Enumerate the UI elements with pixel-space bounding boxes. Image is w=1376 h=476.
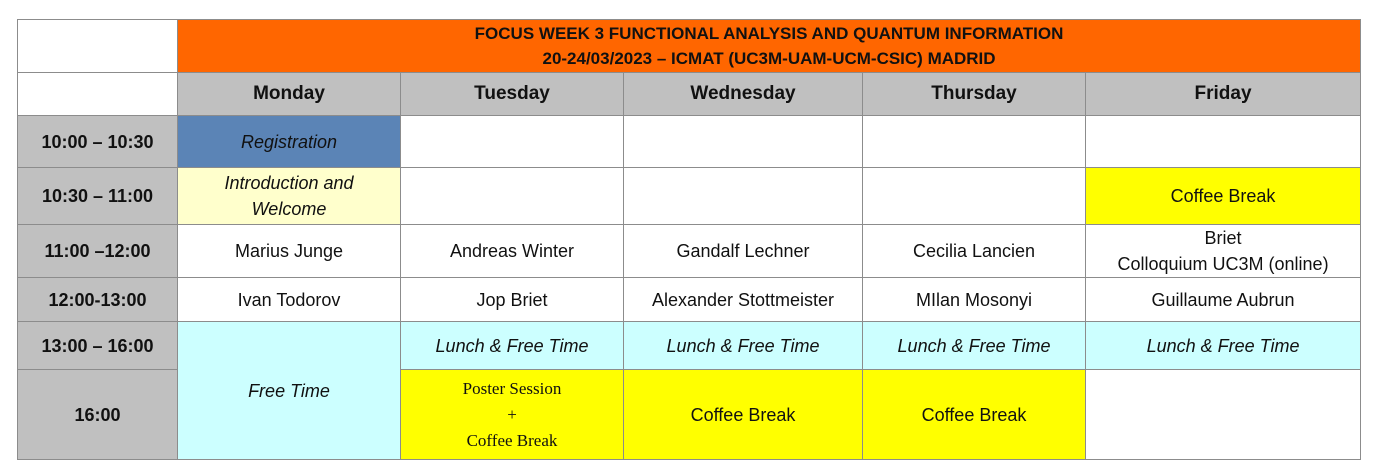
schedule-title: [178, 20, 1361, 73]
colloquium-speaker: Briet: [1204, 228, 1242, 248]
time-slot-1000: 10:00 – 10:30: [18, 116, 178, 168]
registration-cell: Registration: [178, 116, 401, 168]
time-slot-1300: 13:00 – 16:00: [18, 322, 178, 370]
introduction-cell: [178, 168, 401, 225]
talk-cell-monday-1200: Ivan Todorov: [178, 278, 401, 322]
day-header-wednesday: Wednesday: [624, 73, 863, 116]
lunch-cell-wednesday: Lunch & Free Time: [624, 322, 863, 370]
empty-cell: [401, 116, 624, 168]
day-header-friday: Friday: [1086, 73, 1361, 116]
talk-cell-thursday-1100: Cecilia Lancien: [863, 225, 1086, 278]
title-row: [18, 20, 1361, 73]
empty-cell: [401, 168, 624, 225]
time-slot-1030: 10:30 – 11:00: [18, 168, 178, 225]
title-line-1: FOCUS WEEK 3 FUNCTIONAL ANALYSIS AND QUANTUM INFORMATION: [474, 24, 1064, 43]
intro-line-1: Introduction and: [224, 173, 354, 193]
empty-cell: [1086, 116, 1361, 168]
row-1200: [18, 278, 1361, 322]
empty-cell: [863, 168, 1086, 225]
time-slot-1100: 11:00 –12:00: [18, 225, 178, 278]
coffee-break-cell-wednesday: Coffee Break: [624, 370, 863, 460]
title-line-2: 20-24/03/2023 – ICMAT (UC3M-UAM-UCM-CSIC) MADRID: [542, 49, 996, 68]
talk-cell-wednesday-1200: Alexander Stottmeister: [624, 278, 863, 322]
talk-cell-wednesday-1100: Gandalf Lechner: [624, 225, 863, 278]
talk-cell-thursday-1200: MIlan Mosonyi: [863, 278, 1086, 322]
coffee-break-cell-thursday: Coffee Break: [863, 370, 1086, 460]
time-slot-1600: 16:00: [18, 370, 178, 460]
lunch-cell-thursday: Lunch & Free Time: [863, 322, 1086, 370]
empty-cell: [624, 116, 863, 168]
time-slot-1200: 12:00-13:00: [18, 278, 178, 322]
empty-cell: [1086, 370, 1361, 460]
talk-cell-monday-1100: Marius Junge: [178, 225, 401, 278]
talk-cell-friday-1200: Guillaume Aubrun: [1086, 278, 1361, 322]
poster-session-cell: [401, 370, 624, 460]
colloquium-label: Colloquium UC3M (online): [1117, 254, 1329, 274]
poster-line-1: Poster Session: [462, 378, 562, 398]
empty-cell: [863, 116, 1086, 168]
day-header-monday: Monday: [178, 73, 401, 116]
row-1030: [18, 168, 1361, 225]
row-1100: [18, 225, 1361, 278]
poster-line-3: Coffee Break: [466, 430, 558, 450]
row-1000: [18, 116, 1361, 168]
empty-cell: [624, 168, 863, 225]
monday-free-time-cell: Free Time: [178, 322, 401, 460]
talk-cell-friday-1100: [1086, 225, 1361, 278]
friday-coffee-break-cell: Coffee Break: [1086, 168, 1361, 225]
corner-cell-2: [18, 73, 178, 116]
day-header-row: [18, 73, 1361, 116]
day-header-thursday: Thursday: [863, 73, 1086, 116]
lunch-cell-friday: Lunch & Free Time: [1086, 322, 1361, 370]
poster-line-2: +: [507, 404, 517, 424]
schedule-table: [17, 19, 1361, 460]
intro-line-2: Welcome: [251, 199, 327, 219]
row-1300: [18, 322, 1361, 370]
lunch-cell-tuesday: Lunch & Free Time: [401, 322, 624, 370]
day-header-tuesday: Tuesday: [401, 73, 624, 116]
corner-cell: [18, 20, 178, 73]
talk-cell-tuesday-1100: Andreas Winter: [401, 225, 624, 278]
talk-cell-tuesday-1200: Jop Briet: [401, 278, 624, 322]
